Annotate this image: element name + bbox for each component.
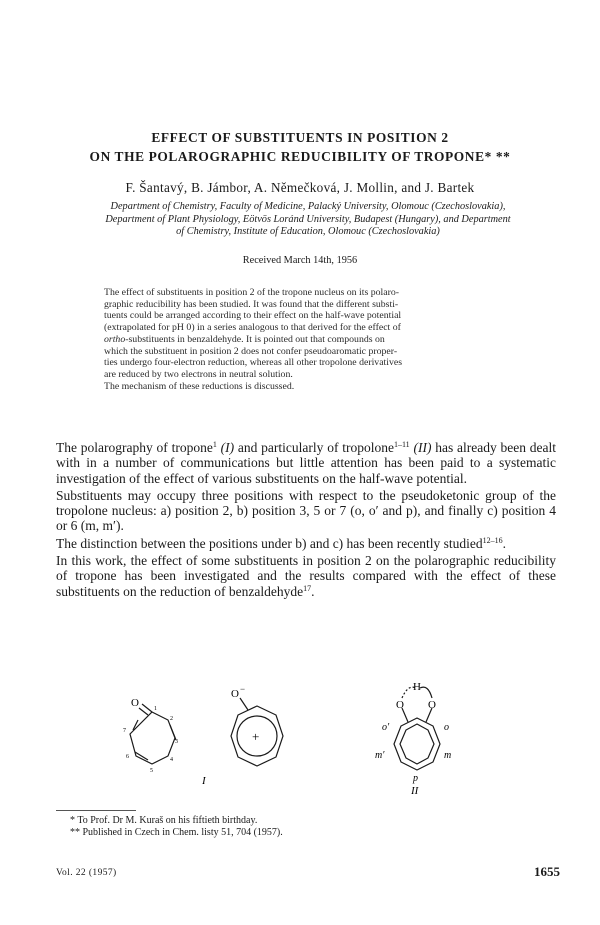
title-line-1: EFFECT OF SUBSTITUENTS IN POSITION 2 — [151, 130, 449, 145]
charge-plus: + — [252, 729, 260, 744]
atom-oxygen: O — [396, 699, 404, 711]
reference-superscript: 1–11 — [393, 440, 410, 449]
charge-minus: − — [240, 684, 246, 694]
structure-figure — [90, 668, 520, 798]
text: The distinction between the positions under b) and c) has been recently studied — [56, 535, 483, 551]
ring-number: 6 — [126, 754, 129, 760]
author-list: F. Šantavý, B. Jámbor, A. Němečková, J. Mollin, and J. Bartek — [125, 180, 475, 195]
compound-label: (II) — [413, 440, 432, 455]
abstract-line: ties undergo four-electron reduction, whereas all other tropolone derivatives — [104, 357, 403, 369]
tropone-structure — [130, 704, 176, 764]
text: and particularly of tropolone — [237, 440, 394, 455]
position-m-prime: m′ — [375, 750, 385, 761]
text: has already been dealt with in a number of communications but little attention has been paid to a systematic investigation of the effect of various substituents on the half-wave potential. — [56, 440, 557, 486]
footnotes — [56, 815, 496, 839]
affiliation-line-1: Department of Chemistry, Faculty of Medicine, Palacký University, Olomouc (Czechoslovakia), — [110, 201, 506, 212]
abstract-line: which the substituent in position 2 does not confer pseudoaromatic proper- — [104, 345, 398, 357]
o-bond — [240, 698, 248, 710]
reference-superscript: 17 — [303, 583, 312, 593]
affiliation-line-3: of Chemistry, Institute of Education, Olomouc (Czechoslovakia) — [176, 226, 440, 238]
carbonyl-bond — [139, 708, 148, 715]
position-o: o — [444, 722, 449, 733]
abstract-italic-ortho: ortho — [104, 333, 126, 345]
footnote-divider — [56, 810, 136, 811]
position-o-prime: o′ — [382, 722, 390, 733]
text: In this work, the effect of some substituents in position 2 on the polarographic reducibility of tropone has been investigated and the results compared with the effect of these substituents on the reduction of benzaldehyde — [56, 553, 556, 599]
reference-superscript: 12–16 — [482, 535, 503, 545]
atom-oxygen: O — [131, 697, 139, 709]
abstract-line: are reduced by two electrons in neutral solution. — [104, 368, 293, 380]
abstract-line: The effect of substituents in position 2 of the tropone nucleus on its polaro- — [104, 287, 400, 298]
footnote-1: * To Prof. Dr M. Kuraš on his fiftieth birthday. — [70, 815, 258, 826]
atom-hydrogen: H — [413, 681, 421, 693]
text: The polarography of tropone — [56, 440, 213, 455]
double-bond — [170, 725, 176, 740]
abstract-line: tuents could be arranged according to their effect on the half-wave potential — [104, 310, 402, 322]
body-text — [56, 440, 556, 601]
reference-superscript: 1 — [212, 440, 217, 449]
received-date: Received March 14th, 1956 — [242, 255, 358, 266]
text: . — [502, 535, 507, 551]
abstract-line: The mechanism of these reductions is discussed. — [104, 380, 295, 392]
ring-number: 3 — [175, 739, 178, 745]
abstract — [104, 287, 500, 392]
paragraph-1 — [56, 440, 556, 486]
compound-label-II: II — [411, 785, 419, 797]
ring-number: 2 — [170, 716, 173, 722]
title-line-2: ON THE POLAROGRAPHIC REDUCIBILITY OF TROPONE* ** — [89, 149, 511, 164]
compound-label-I: I — [202, 775, 206, 787]
abstract-line — [104, 334, 500, 346]
tropone-ring — [130, 712, 175, 764]
text: . — [311, 583, 315, 599]
position-m: m — [444, 750, 452, 761]
ring-number: 4 — [170, 757, 173, 763]
atom-oxygen: O — [231, 688, 239, 700]
abstract-line: graphic reducibility has been studied. It was found that the different substi- — [104, 298, 399, 310]
paragraph-2: Substituents may occupy three positions with respect to the pseudoketonic group of the tropolone nucleus: a) position 2, b) position 3, 5 or 7 (o, o′ and p), and finally c) position 4 or 6 (m, m′). — [56, 487, 556, 534]
tropolone-ring — [394, 718, 440, 770]
abstract-line-text: -substituents in benzaldehyde. It is pointed out that compounds on — [125, 333, 385, 345]
footnote-2: ** Published in Czech in Chem. listy 51, 704 (1957). — [70, 827, 283, 838]
abstract-line: (extrapolated for pH 0) in a series analogous to that derived for the effect of — [104, 322, 401, 334]
ring-number: 1 — [154, 706, 157, 712]
affiliation-line-2: Department of Plant Physiology, Eötvös Loránd University, Budapest (Hungary), and Department — [105, 213, 511, 225]
position-p: p — [413, 773, 418, 784]
page-number: 1655 — [534, 864, 560, 879]
paragraph-3 — [56, 536, 556, 551]
paragraph-4 — [56, 553, 556, 599]
compound-label: (I) — [220, 440, 235, 455]
ring-number: 5 — [150, 768, 153, 774]
atom-oxygen: O — [428, 699, 436, 711]
article-title — [0, 128, 600, 166]
structure-diagrams — [90, 668, 520, 798]
affiliations — [60, 201, 556, 239]
ring-number: 7 — [123, 728, 126, 734]
tropolone-inner-ring — [400, 724, 434, 764]
oh-bond — [420, 687, 432, 698]
volume-info: Vol. 22 (1957) — [56, 868, 117, 878]
